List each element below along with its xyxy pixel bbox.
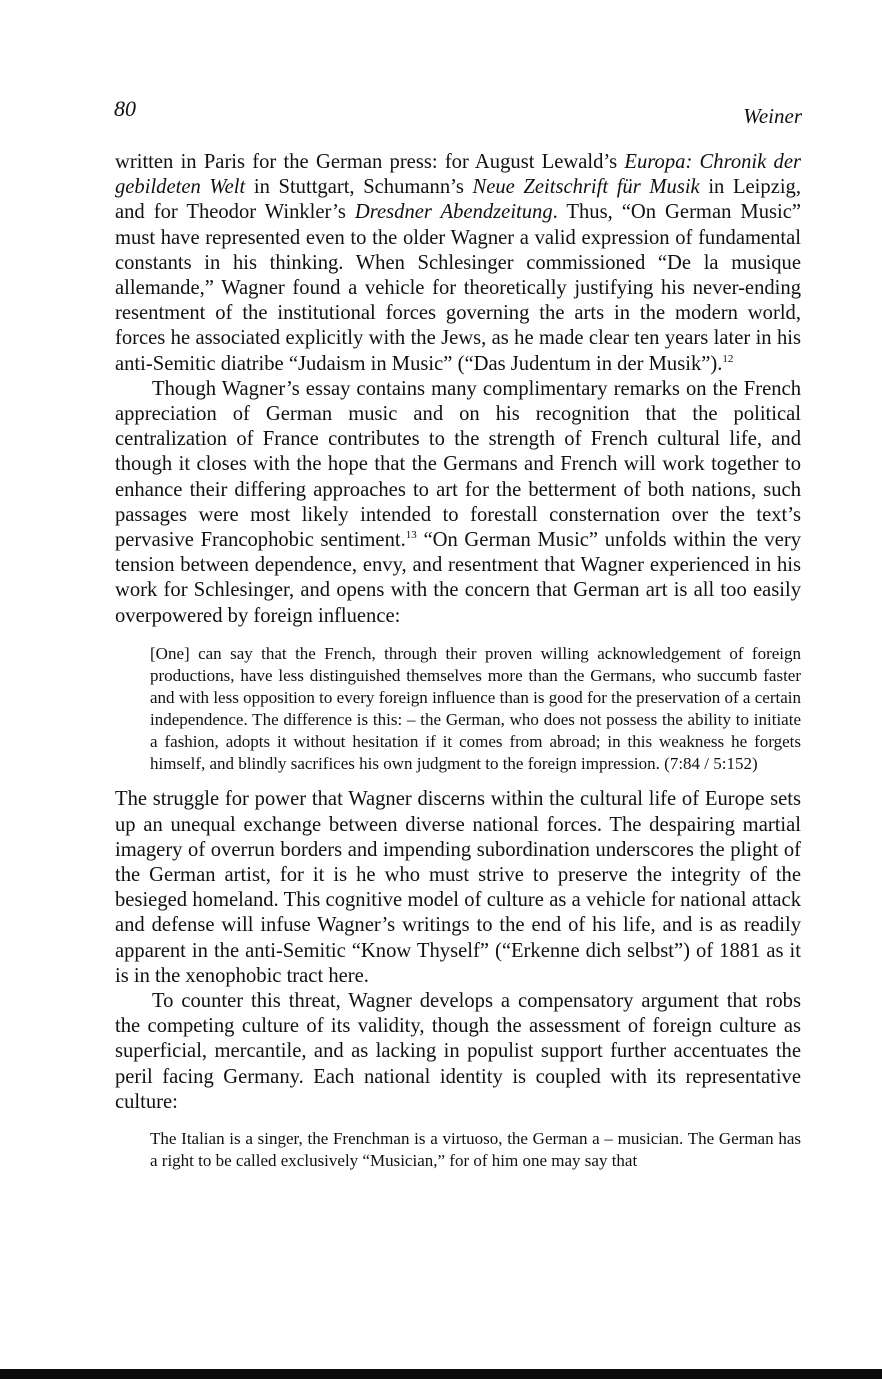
text-run: written in Paris for the German press: for August Lewald’s bbox=[115, 151, 625, 173]
block-quote-1: [One] can say that the French, through their proven willing acknowledgement of foreign productions, have less distinguished themselves more than the Germans, who succumb faster and with less opposition to every foreign influence than is good for the preservation of a certain independence. The difference is this: – the German, who does not possess the ability to initiate a fashion, adopts it without hesitation if it comes from abroad; in this weakness he forgets himself, and blindly sacrifices his own judgment to the foreign impression. (7:84 / 5:152) bbox=[150, 643, 801, 774]
running-head: Weiner bbox=[743, 104, 802, 128]
paragraph-4: To counter this threat, Wagner develops a compensatory argument that robs the competing culture of its validity, though the assessment of foreign culture as superficial, mercantile, and as lacking in populist support further accentuates the peril facing Germany. Each national identity is coupled with its representative culture: bbox=[115, 990, 801, 1113]
paragraph-2 bbox=[115, 377, 801, 629]
journal-title-neue-zeitschrift: Neue Zeitschrift für Musik bbox=[472, 176, 700, 199]
journal-title-europa: Europa: Chronik der gebildeten Welt bbox=[115, 151, 801, 199]
footnote-ref-13[interactable]: 13 bbox=[405, 529, 417, 542]
text-run: in Stuttgart, Schumann’s bbox=[245, 176, 473, 199]
page-number: 80 bbox=[114, 96, 136, 121]
page-body bbox=[115, 150, 801, 1172]
block-quote-2: The Italian is a singer, the Frenchman is a virtuoso, the German a – musician. The German has a right to be called exclusively “Musician,” for of him one may say that bbox=[150, 1129, 801, 1171]
text-run: Though Wagner’s essay contains many complimentary remarks on the French appreciation of German music and on his recognition that the political centralization of France contributes to the strength of French cultural life, and though it closes with the hope that the Germans and French will work together to enhance their differing approaches to art for the betterment of both nations, such passages were most likely intended to forestall consternation over the text’s pervasive Francophobic sentiment. bbox=[115, 377, 801, 552]
paragraph-3: The struggle for power that Wagner discerns within the cultural life of Europe sets up an unequal exchange between diverse national forces. The despairing martial imagery of overrun borders and impending subordination underscores the plight of the German artist, for it is he who must strive to preserve the integrity of the besieged homeland. This cognitive model of culture as a vehicle for national attack and defense will infuse Wagner’s writings to the end of his life, and is as readily apparent in the anti-Semitic “Know Thyself” (“Erkenne dich selbst”) of 1881 as it is in the xenophobic tract here. bbox=[115, 788, 801, 987]
text-run: in Leipzig, and for Theodor Winkler’s bbox=[115, 176, 801, 224]
footnote-ref-12[interactable]: 12 bbox=[722, 352, 734, 365]
text-run: . Thus, “On German Music” must have represented even to the older Wagner a valid expression of fundamental constants in his thinking. When Schlesinger commissioned “De la musique allemande,” Wagner found a vehicle for theoretically justifying his never-ending resentment of the institutional forces governing the arts in the modern world, forces he associated explicitly with the Jews, as he made clear ten years later in his anti-Semitic diatribe “Judaism in Music” (“Das Judentum in der Musik”). bbox=[115, 201, 802, 375]
paragraph-1 bbox=[115, 150, 801, 377]
journal-title-dresdner: Dresdner Abendzeitung bbox=[354, 201, 553, 224]
scan-bottom-edge bbox=[0, 1369, 882, 1379]
text-run: “On German Music” unfolds within the very tension between dependence, envy, and resentment that Wagner experienced in his work for Schlesinger, and opens with the concern that German art is all too easily overpowered by foreign influence: bbox=[115, 529, 801, 627]
